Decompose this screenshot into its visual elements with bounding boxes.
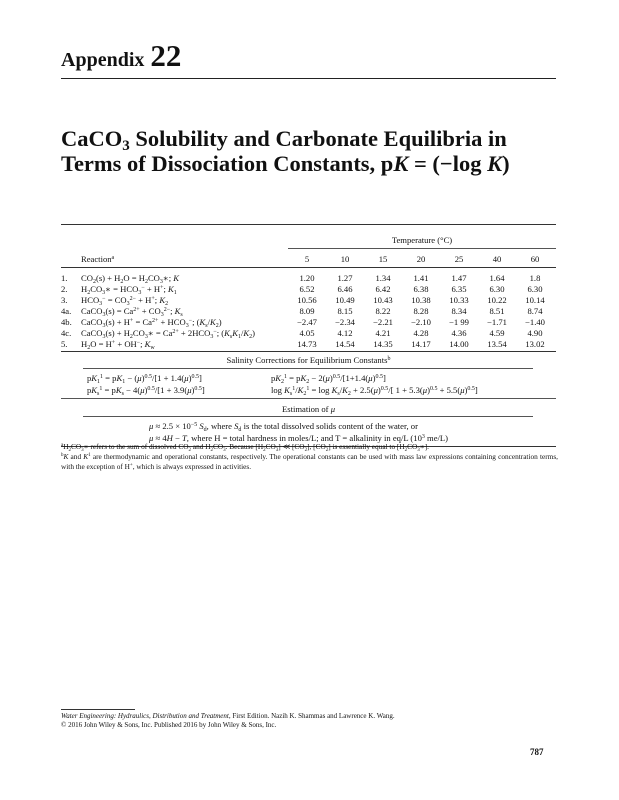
- reaction-equation: $H_2CO_3∗ = HCO_3^- + H^+$; $K_1$: [81, 284, 177, 296]
- table-cell: −2.34: [335, 317, 355, 327]
- temp-col-header: 25: [454, 254, 464, 264]
- table-cell: 8.74: [527, 306, 543, 316]
- reaction-equation: $H_2O = H^+ + OH^-$; $K_w$: [81, 339, 155, 351]
- row-number: 4b.: [61, 317, 72, 327]
- table-cell: 4.12: [337, 328, 353, 338]
- title-italic-k: K: [393, 151, 409, 176]
- title-part: = (−log: [408, 151, 488, 176]
- appendix-word: Appendix: [61, 49, 145, 71]
- table-cell: 10.43: [373, 295, 393, 305]
- footnote-mark: b: [387, 356, 391, 362]
- title-part: Terms of Dissociation Constants, p: [61, 151, 394, 176]
- table-cell: 8.09: [299, 306, 315, 316]
- footnote-mark: a: [111, 255, 115, 261]
- reaction-equation: $HCO_3^- = CO_3^{2-} + H^+$; $K_2$: [81, 295, 169, 307]
- table-cell: 1.41: [413, 273, 429, 283]
- salinity-title-text: Salinity Corrections for Equilibrium Constants: [226, 355, 388, 365]
- table-cell: 1.8: [529, 273, 541, 283]
- header-rule: [61, 78, 556, 79]
- footnote-mark: b: [61, 453, 64, 458]
- reaction-equation: CaCO$_3$(s) + $H_2CO_3∗ = Ca^{2+} + 2HCO_3^-$; $(K_sK_1/K_2)$: [81, 328, 255, 340]
- table-cell: −1.40: [525, 317, 545, 327]
- estimation-formula: μ ≈ 4H − T, where H = total hardness in moles/L; and T = alkalinity in eq/L ($10^3$ me/L): [149, 433, 449, 443]
- row-number: 2.: [61, 284, 68, 294]
- table-cell: 6.38: [413, 284, 429, 294]
- salinity-section-title: [61, 355, 556, 365]
- table-row: [61, 306, 556, 317]
- table-cell: 4.59: [489, 328, 505, 338]
- table-cell: 13.54: [487, 339, 507, 349]
- salinity-formula: $pK_s^1 = pK_s - 4(\mu)^{0.5}/[1 + 3.9(\mu)^{0.5}]$: [87, 385, 205, 397]
- table-cell: 1.20: [299, 273, 315, 283]
- table-cell: 8.51: [489, 306, 505, 316]
- temp-col-header: 60: [530, 254, 540, 264]
- table-cell: 6.52: [299, 284, 315, 294]
- estimation-rule: [83, 416, 533, 417]
- table-row: [61, 317, 556, 328]
- table-cell: −1 99: [449, 317, 469, 327]
- table-cell: 6.46: [337, 284, 353, 294]
- salinity-formula: $\log K_s^1/K_2^1 = \log K_s/K_2 + 2.5(\mu)^{0.5}/$[ $1 + 5.3(\mu)^{0.5} + 5.5(\mu)^{0.5}$]: [271, 385, 478, 397]
- table-cell: 10.33: [449, 295, 469, 305]
- table-cell: 8.34: [451, 306, 467, 316]
- reaction-header: [81, 254, 114, 264]
- table-cell: −2.47: [297, 317, 317, 327]
- table-row: [61, 328, 556, 339]
- table-cell: 6.30: [527, 284, 543, 294]
- temp-col-header: 40: [492, 254, 502, 264]
- mu-symbol: μ: [330, 404, 336, 414]
- book-title: Water Engineering: Hydraulics, Distribution and Treatment: [61, 712, 229, 720]
- row-number: 4c.: [61, 328, 72, 338]
- table-cell: −1.71: [487, 317, 507, 327]
- salinity-formula: $pK_2^1 = pK_2 - 2(\mu)^{0.5}/[1+1.4(\mu)^{0.5}]$: [271, 373, 386, 385]
- appendix-number: 22: [150, 38, 182, 73]
- estimation-section-title: [61, 404, 556, 414]
- table-cell: 14.54: [335, 339, 355, 349]
- copyright-line: © 2016 John Wiley & Sons, Inc. Published 2016 by John Wiley & Sons, Inc.: [61, 721, 277, 729]
- table-row: [61, 273, 556, 284]
- rows-bottom-rule: [61, 351, 556, 352]
- table-cell: −2.10: [411, 317, 431, 327]
- table-cell: 14.00: [449, 339, 469, 349]
- table-cell: 14.35: [373, 339, 393, 349]
- reaction-equation: CaCO$_3$(s) = $Ca^{2+} + CO_3^{2-}$; $K_s$: [81, 306, 183, 318]
- table-cell: 6.35: [451, 284, 467, 294]
- table-cell: 4.05: [299, 328, 315, 338]
- table-cell: 4.21: [375, 328, 391, 338]
- footer-rule: [61, 709, 135, 710]
- row-number: 3.: [61, 295, 68, 305]
- table-cell: 6.42: [375, 284, 391, 294]
- table-cell: 4.36: [451, 328, 467, 338]
- table-row: [61, 284, 556, 295]
- book-info: [61, 712, 395, 730]
- table-cell: 10.56: [297, 295, 317, 305]
- estimation-top-rule: [61, 398, 556, 399]
- page-number: 787: [530, 747, 544, 757]
- table-cell: 4.90: [527, 328, 543, 338]
- reaction-equation: $CO_2(s) + H_2O$ = $H_2CO_3∗$; K: [81, 273, 180, 285]
- reaction-equation: CaCO$_3$(s) + $H^+ = Ca^{2+} + HCO_3^-$; $(K_s/K_2)$: [81, 317, 222, 329]
- footnote-a: $^aH_2CO_3∗$ refers to the sum of dissolved $CO_2$ and $H_2CO_3$. Because $[H_2CO_3]$ ≪ $[CO_2]$, $[CO_2]$ is essentially equal to $[H_2CO_3∗]$.: [61, 442, 429, 453]
- table-cell: 4.28: [413, 328, 429, 338]
- table-cell: 8.15: [337, 306, 353, 316]
- table-cell: 10.22: [487, 295, 507, 305]
- title-part: ): [502, 151, 510, 176]
- temperature-rule: [288, 248, 556, 249]
- row-number: 1.: [61, 273, 68, 283]
- table-cell: 1.64: [489, 273, 505, 283]
- book-authors: , First Edition. Nazih K. Shammas and Lawrence K. Wang.: [228, 712, 395, 720]
- table-cell: 13.02: [525, 339, 545, 349]
- table-cell: 10.14: [525, 295, 545, 305]
- table-cell: 1.34: [375, 273, 391, 283]
- table-cell: −2.21: [373, 317, 393, 327]
- temp-col-header: 20: [416, 254, 426, 264]
- header-bottom-rule: [61, 267, 556, 268]
- table-cell: 6.30: [489, 284, 505, 294]
- title-subscript: 3: [122, 138, 130, 154]
- reaction-header-text: Reaction: [81, 254, 112, 264]
- table-cell: 10.49: [335, 295, 355, 305]
- table-cell: 1.27: [337, 273, 353, 283]
- table-cell: 8.22: [375, 306, 391, 316]
- table-top-rule: [61, 224, 556, 225]
- temp-col-header: 5: [304, 254, 310, 264]
- table-row: [61, 295, 556, 306]
- temperature-header: Temperature (°C): [391, 235, 453, 245]
- table-cell: 1.47: [451, 273, 467, 283]
- table-cell: 8.28: [413, 306, 429, 316]
- table-cell: 14.73: [297, 339, 317, 349]
- temp-col-header: 15: [378, 254, 388, 264]
- table-cell: 14.17: [411, 339, 431, 349]
- temp-col-header: 10: [340, 254, 350, 264]
- footnote-b: $^b$K and $K^1$ are thermodynamic and operational constants, respectively. The operational constants can be used with mass law expressions containing concentration terms, with the exception of H+, which is always expressed in activities.: [61, 452, 559, 471]
- estimation-title-text: Estimation of: [281, 404, 331, 414]
- footnote-mark: a: [61, 443, 64, 448]
- title-italic-k: K: [487, 151, 503, 176]
- estimation-formula: $\mu \approx 2.5 \times 10^{-5}$ $S_d$, where $S_d$ is the total dissolved solids content of the water, or: [149, 421, 418, 433]
- title-part: CaCO: [61, 126, 123, 151]
- salinity-formula: $pK_1^1 = pK_1 - (\mu)^{0.5}/[1 + 1.4(\mu)^{0.5}]$: [87, 373, 202, 385]
- page-title: [61, 126, 571, 176]
- footnotes: [61, 442, 558, 472]
- title-part: Solubility and Carbonate Equilibria in: [129, 126, 507, 151]
- salinity-rule: [83, 368, 533, 369]
- row-number: 4a.: [61, 306, 72, 316]
- appendix-heading: [61, 38, 181, 74]
- table-row: [61, 339, 556, 350]
- table-cell: 10.38: [411, 295, 431, 305]
- row-number: 5.: [61, 339, 68, 349]
